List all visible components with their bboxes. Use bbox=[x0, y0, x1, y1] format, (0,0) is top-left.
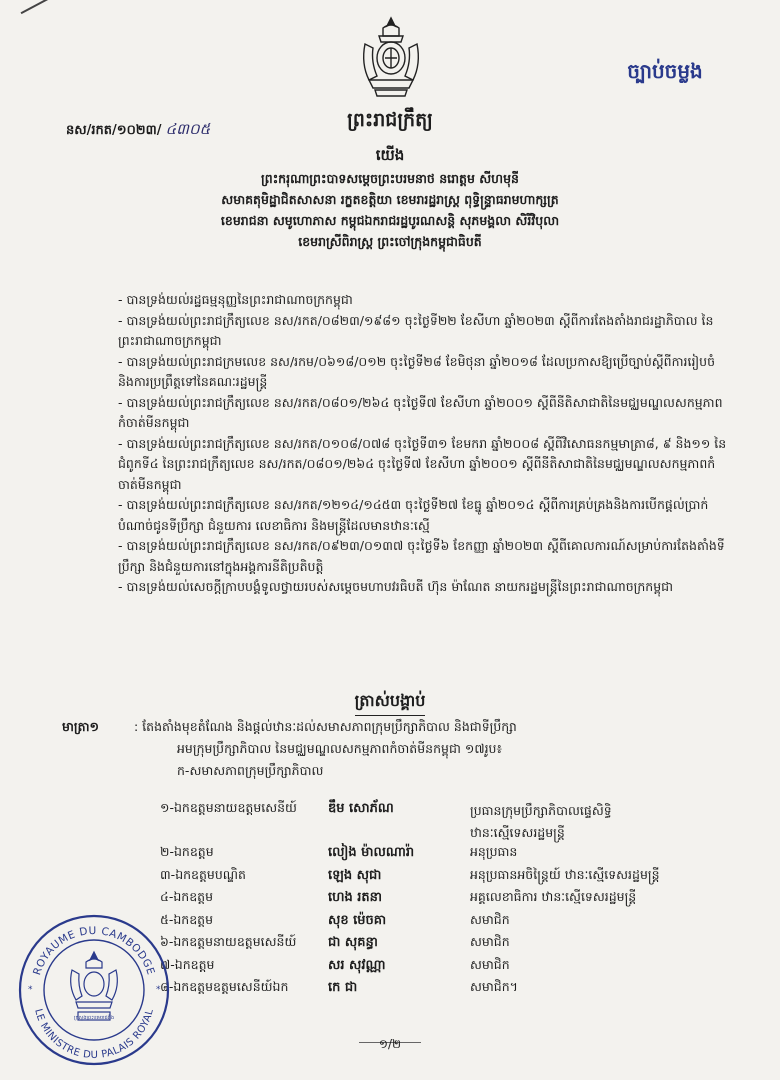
member-rank: ៤-ឯកឧត្តម bbox=[160, 889, 214, 904]
member-row bbox=[160, 844, 730, 867]
members-list bbox=[160, 800, 730, 1002]
king-title-line: ខេមរាស្រីពិរាស្ត្រ ព្រះចៅក្រុងកម្ពុជាធិបតី bbox=[298, 234, 482, 249]
member-role: អនុប្រធាន bbox=[470, 844, 518, 859]
svg-text:*: * bbox=[156, 985, 161, 995]
we-heading: យើង bbox=[375, 146, 405, 164]
decides-text: ត្រាស់បង្គាប់ bbox=[355, 690, 426, 716]
member-rank: ៧-ឯកឧត្តម bbox=[160, 956, 215, 972]
preamble-list bbox=[118, 290, 728, 598]
king-title-line: ខេមរាជនា សមូហោភាស កម្ពុជឯករាជរដ្ឋបូរណសន្តិ សុភមង្គលា សិរីវិបុលា bbox=[220, 213, 560, 228]
decree-reference bbox=[66, 120, 210, 142]
page-number: ១/២ bbox=[378, 1037, 402, 1051]
copy-classification-label: ច្បាប់ចម្លង bbox=[627, 59, 703, 83]
reference-handwritten: ៤៣០៥ bbox=[165, 120, 211, 138]
member-name: កេ ជា bbox=[328, 980, 358, 995]
member-rank: ២-ឯកឧត្តម bbox=[160, 844, 214, 859]
article-colon: : bbox=[133, 719, 139, 734]
member-role: សមាជិក bbox=[470, 934, 510, 949]
member-name: លៀង ម៉ាលណារ៉ា bbox=[328, 845, 415, 860]
member-rank: ៥-ឯកឧត្តម bbox=[160, 911, 214, 927]
document-title: ព្រះរាជក្រឹត្យ bbox=[347, 109, 433, 131]
preamble-item: - បានទ្រង់យល់ព្រះរាជក្រឹត្យលេខ នស/រកត/១២១៤/១៤៥៣ ចុះថ្ងៃទី២៧ ខែធ្នូ ឆ្នាំ២០១៤ ស្ដីពីការគ្រប់គ្រងនិងការបើកផ្ដល់ប្រាក់បំណាច់ជូនទីប្រឹក្សា ជំនួយការ លេខាធិការ និងមន្ត្រីដែលមានឋានៈស្មើ bbox=[118, 497, 709, 533]
seal-inner-label: ក្រសួងព្រះបរមរាជវាំង bbox=[73, 1015, 115, 1021]
preamble-item: - បានទ្រង់យល់ព្រះរាជក្រឹត្យលេខ នស/រកត/០៨០១/២៦៤ ចុះថ្ងៃទី៧ ខែសីហា ឆ្នាំ២០០១ ស្ដីពីនីតិសាជាតិនៃមជ្ឈមណ្ឌលសកម្មភាពកំចាត់មីនកម្ពុជា bbox=[118, 394, 723, 430]
seal-text-bottom: LE MINISTRE DU PALAIS ROYAL bbox=[32, 1007, 156, 1062]
member-row bbox=[160, 867, 730, 890]
member-rank: ១-ឯកឧត្តមនាយឧត្តមសេនីយ៍ bbox=[160, 800, 297, 815]
member-rank: ៦-ឯកឧត្តមនាយឧត្តមសេនីយ៍ bbox=[160, 934, 297, 949]
article-text-continued: អមក្រុមប្រឹក្សាភិបាល នៃមជ្ឈមណ្ឌលសកម្មភាពកំចាត់មីនកម្ពុជា ១៧រូប៖ bbox=[177, 741, 502, 756]
member-name: ជា សុគន្ធា bbox=[328, 935, 378, 950]
king-title-line: ព្រះករុណាព្រះបាទសម្ដេចព្រះបរមនាថ នរោត្តម សីហមុនី bbox=[261, 171, 519, 186]
reference-printed: នស/រកត/១០២៣/ bbox=[66, 123, 162, 138]
member-role-line: ឋានៈស្មើទេសរដ្ឋមន្ត្រី bbox=[470, 825, 565, 840]
member-role: សមាជិក bbox=[470, 911, 510, 927]
king-title-line: សមាគតុមិដ្ឋាជិតសាសនា រក្ខតខត្តិយា ខេមរារដ្ឋរាស្ត្រ ពុទ្ធិន្ទ្រាធរាមហាក្សត្រ bbox=[221, 192, 559, 207]
member-role: សមាជិក bbox=[470, 956, 510, 972]
seal-text-top: ROYAUME DU CAMBODGE bbox=[31, 924, 157, 977]
member-row bbox=[160, 979, 730, 1002]
royal-arms-emblem-icon bbox=[355, 14, 427, 98]
member-name: សរ សុវណ្ណា bbox=[328, 957, 386, 973]
preamble-item: - បានទ្រង់យល់សេចក្ដីក្រាបបង្គំទូលថ្វាយរបស់សម្ដេចមហាបវរធិបតី ហ៊ុន ម៉ាណែត នាយករដ្ឋមន្ត្រីនៃព្រះរាជាណាចក្រកម្ពុជា bbox=[118, 579, 674, 594]
member-name: ហេង រតនា bbox=[328, 890, 383, 905]
preamble-item: - បានទ្រង់យល់ព្រះរាជក្រឹត្យលេខ នស/រកត/០៨២៣/១៩៨១ ចុះថ្ងៃទី២២ ខែសីហា ឆ្នាំ២០២៣ ស្ដីពីការតែងតាំងរាជរដ្ឋាភិបាល នៃព្រះរាជាណាចក្រកម្ពុជា bbox=[118, 312, 714, 348]
member-row bbox=[160, 934, 730, 957]
article-text: តែងតាំងមុខតំណែង និងផ្ដល់ឋានៈដល់សមាសភាពក្រុមប្រឹក្សាភិបាល និងជាទីប្រឹក្សា bbox=[142, 719, 517, 734]
member-role: អគ្គលេខាធិការ ឋានៈស្មើទេសរដ្ឋមន្ត្រី bbox=[470, 889, 637, 904]
member-role-line: ប្រធានក្រុមប្រឹក្សាភិបាលផ្ទេសិទ្ធិ bbox=[470, 803, 612, 818]
member-role bbox=[470, 800, 612, 844]
member-role: សមាជិក។ bbox=[470, 979, 518, 994]
corner-mark bbox=[14, 0, 50, 14]
member-name: សុខ ម៉េចគា bbox=[328, 912, 387, 928]
member-row bbox=[160, 957, 730, 980]
decides-heading bbox=[0, 690, 780, 716]
member-row bbox=[160, 912, 730, 935]
royal-palace-seal-icon bbox=[16, 912, 172, 1068]
article-1 bbox=[62, 716, 732, 782]
member-row bbox=[160, 889, 730, 912]
member-rank: ៨-ឯកឧត្តមឧត្តមសេនីយ៍ឯក bbox=[160, 979, 289, 994]
preamble-item: - បានទ្រង់យល់ព្រះរាជក្រមលេខ នស/រកម/០៦១៨/០១២ ចុះថ្ងៃទី២៨ ខែមិថុនា ឆ្នាំ២០១៨ ដែលប្រកាសឱ្យប្រើច្បាប់ស្ដីពីការរៀបចំនិងការប្រព្រឹត្តទៅនៃគណៈរដ្ឋមន្ត្រី bbox=[118, 353, 716, 389]
member-role: អនុប្រធានអចិន្ត្រៃយ៍ ឋានៈស្មើទេសរដ្ឋមន្ត្រី bbox=[470, 866, 660, 882]
member-row bbox=[160, 800, 730, 844]
preamble-item: - បានទ្រង់យល់ព្រះរាជក្រឹត្យលេខ នស/រកត/០៩២៣/០១៣៧ ចុះថ្ងៃទី៦ ខែកញ្ញា ឆ្នាំ២០២៣ ស្ដីពីគោលការណ៍សម្រាប់ការតែងតាំងទីប្រឹក្សា និងជំនួយការនៅក្នុងអង្គការនីតិប្រតិបត្តិ bbox=[118, 538, 725, 574]
section-a-heading: ក-សមាសភាពក្រុមប្រឹក្សាភិបាល bbox=[177, 763, 324, 778]
member-rank: ៣-ឯកឧត្តមបណ្ឌិត bbox=[160, 866, 246, 882]
king-titles bbox=[120, 168, 660, 252]
preamble-item: - បានទ្រង់យល់ព្រះរាជក្រឹត្យលេខ នស/រកត/០១០៨/០៧៨ ចុះថ្ងៃទី៣១ ខែមករា ឆ្នាំ២០០៨ ស្ដីពីវិសោធនកម្មមាត្រា៨, ៩ និង១១ នៃជំពូកទី៤ នៃព្រះរាជក្រឹត្យលេខ នស/រកត/០៨០១/២៦៤ ចុះថ្ងៃទី៧ ខែសីហា ឆ្នាំ២០០១ ស្ដីពីនីតិសាជាតិនៃមជ្ឈមណ្ឌលសកម្មភាពកំចាត់មីនកម្ពុជា bbox=[118, 435, 727, 492]
preamble-item: - បានទ្រង់យល់រដ្ឋធម្មនុញ្ញនៃព្រះរាជាណាចក្រកម្ពុជា bbox=[118, 292, 353, 307]
member-name: ឌឹម សោភ័ណ bbox=[328, 801, 394, 816]
article-label: មាត្រា១ bbox=[62, 719, 99, 734]
svg-text:*: * bbox=[28, 985, 33, 995]
member-name: ឡេង សុជា bbox=[328, 867, 382, 883]
